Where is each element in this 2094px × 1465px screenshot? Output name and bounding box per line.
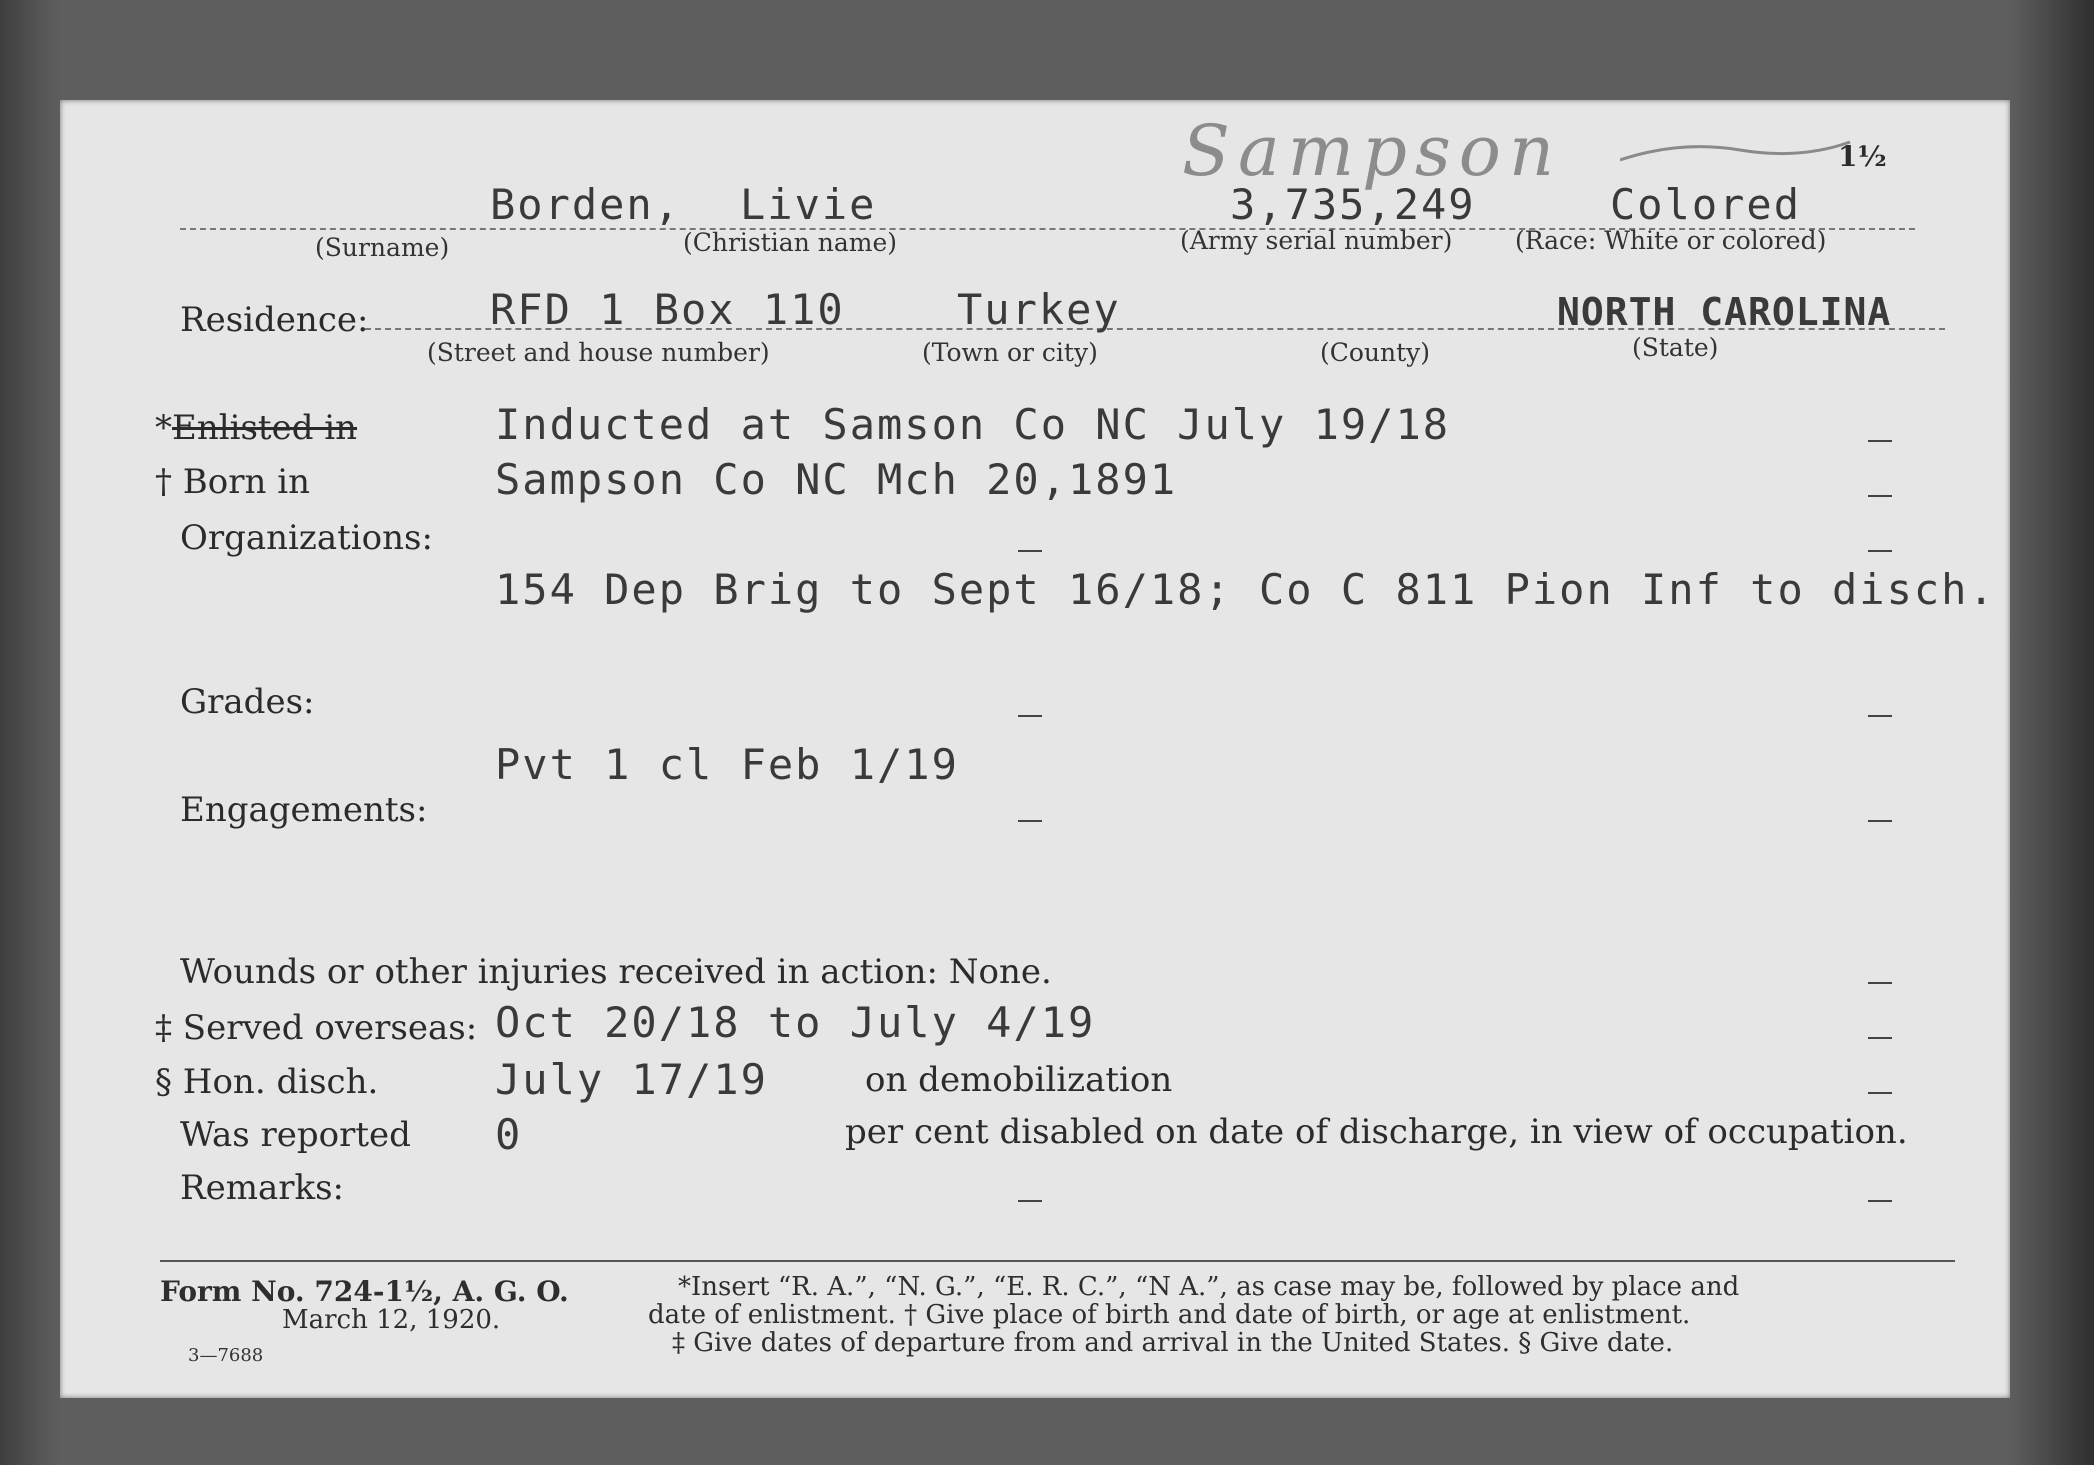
form-number: Form No. 724-1½, A. G. O. [160,1275,569,1308]
blank-dash [1868,982,1892,984]
footer-rule [160,1260,1955,1262]
enlisted-label-text: Enlisted in [172,408,358,448]
surname-value: Borden, [490,180,682,229]
army-serial-value: 3,735,249 [1230,180,1476,229]
town-value: Turkey [957,285,1121,334]
blank-dash [1018,820,1042,822]
blank-dash [1868,1200,1892,1202]
footnote-line-3: ‡ Give dates of departure from and arrival in the United States. § Give date. [672,1328,1674,1358]
street-value: RFD 1 Box 110 [490,285,845,334]
blank-dash [1018,550,1042,552]
race-value: Colored [1610,180,1802,229]
hon-disch-label: § Hon. disch. [155,1062,379,1102]
christian-name-caption: (Christian name) [683,228,898,257]
enlisted-marker: * [155,408,172,448]
state-value: NORTH CAROLINA [1557,290,1892,334]
grades-label: Grades: [180,682,315,722]
hon-disch-value: July 17/19 [495,1055,768,1104]
disabled-percent-text: per cent disabled on date of discharge, in view of occupation. [845,1112,1908,1152]
surname-caption: (Surname) [315,233,450,262]
disabled-percent-value: 0 [495,1110,523,1159]
record-card [60,100,2010,1398]
race-caption: (Race: White or colored) [1515,226,1827,255]
blank-dash [1868,715,1892,717]
footnote-line-2: date of enlistment. † Give place of birth and date of birth, or age at enlistment. [648,1300,1691,1330]
inducted-value: Inducted at Samson Co NC July 19/18 [495,400,1451,449]
handwritten-underline-stroke [1620,130,1860,180]
footnote-line-1: *Insert “R. A.”, “N. G.”, “E. R. C.”, “N A.”, as case may be, followed by place and [678,1272,1740,1302]
county-caption: (County) [1320,338,1431,367]
christian-name-value: Livie [740,180,877,229]
born-value: Sampson Co NC Mch 20,1891 [495,455,1178,504]
print-code: 3—7688 [188,1345,264,1366]
street-caption: (Street and house number) [427,338,770,367]
blank-dash [1018,715,1042,717]
born-label: † Born in [155,462,310,502]
town-caption: (Town or city) [922,338,1098,367]
blank-dash [1868,820,1892,822]
blank-dash [1868,495,1892,497]
blank-dash [1868,1037,1892,1039]
remarks-label: Remarks: [180,1168,344,1208]
served-overseas-value: Oct 20/18 to July 4/19 [495,998,1096,1047]
blank-dash [1018,1200,1042,1202]
form-fraction-mark: 1½ [1838,140,1887,173]
engagements-label: Engagements: [180,790,428,830]
form-date: March 12, 1920. [282,1305,501,1335]
blank-dash [1868,440,1892,442]
organizations-value: 154 Dep Brig to Sept 16/18; Co C 811 Pion Inf to disch. [495,565,1996,614]
served-overseas-label: ‡ Served overseas: [155,1008,478,1048]
wounds-value: None. [948,952,1052,992]
organizations-label: Organizations: [180,518,433,558]
state-caption: (State) [1632,333,1719,362]
grades-value: Pvt 1 cl Feb 1/19 [495,740,959,789]
blank-dash [1868,1092,1892,1094]
residence-label: Residence: [180,300,369,340]
hon-disch-note: on demobilization [865,1060,1173,1100]
army-serial-caption: (Army serial number) [1180,226,1453,255]
was-reported-label: Was reported [180,1115,411,1155]
enlisted-label [155,408,357,448]
handwritten-county: Sampson [1182,110,1563,192]
wounds-label-text: Wounds or other injuries received in action: [180,952,938,992]
wounds-label [180,952,1052,992]
blank-dash [1868,550,1892,552]
